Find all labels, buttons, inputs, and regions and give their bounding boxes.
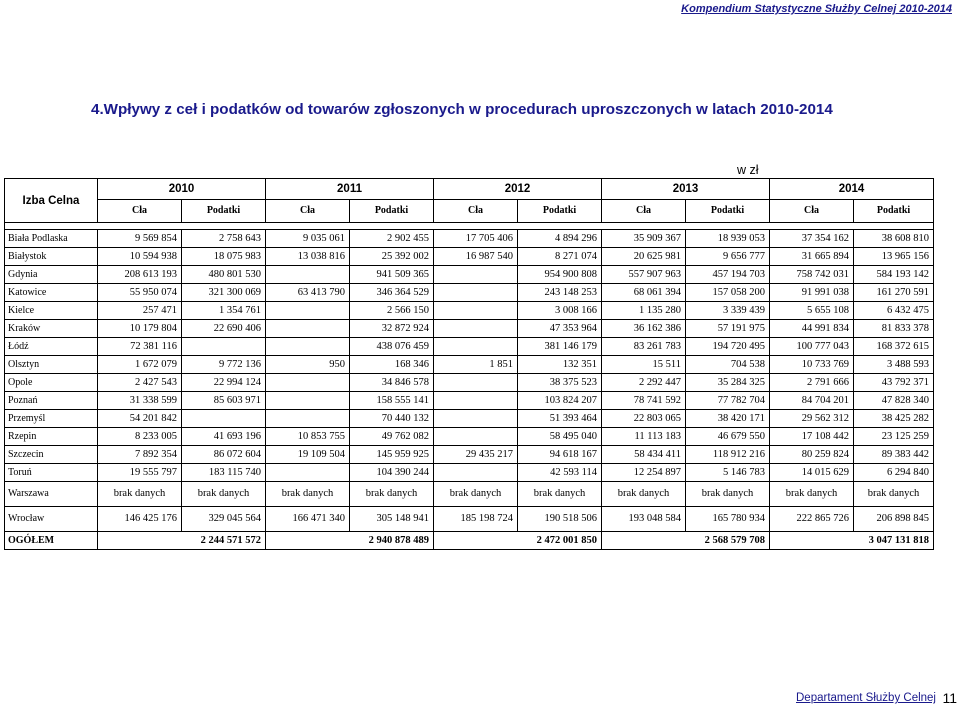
sub-header-cla: Cła — [602, 200, 686, 223]
total-value: 2 940 878 489 — [266, 532, 434, 550]
value-cell: 438 076 459 — [350, 338, 434, 356]
value-cell — [434, 374, 518, 392]
table-row — [5, 410, 934, 428]
value-cell: brak danych — [602, 482, 686, 507]
value-cell: 2 292 447 — [602, 374, 686, 392]
sub-header-podatki: Podatki — [518, 200, 602, 223]
value-cell: 9 772 136 — [182, 356, 266, 374]
value-cell: 38 608 810 — [854, 230, 934, 248]
value-cell: 6 294 840 — [854, 464, 934, 482]
value-cell: 222 865 726 — [770, 507, 854, 532]
value-cell — [434, 338, 518, 356]
value-cell: 91 991 038 — [770, 284, 854, 302]
sub-header-podatki: Podatki — [854, 200, 934, 223]
value-cell: 36 162 386 — [602, 320, 686, 338]
row-name: Szczecin — [5, 446, 98, 464]
year-header: 2012 — [434, 179, 602, 200]
value-cell: 145 959 925 — [350, 446, 434, 464]
total-label: OGÓŁEM — [5, 532, 98, 550]
value-cell: 20 625 981 — [602, 248, 686, 266]
value-cell: 758 742 031 — [770, 266, 854, 284]
value-cell: 47 828 340 — [854, 392, 934, 410]
value-cell: 329 045 564 — [182, 507, 266, 532]
value-cell: 31 665 894 — [770, 248, 854, 266]
value-cell: 8 271 074 — [518, 248, 602, 266]
value-cell: 2 566 150 — [350, 302, 434, 320]
row-name: Przemyśl — [5, 410, 98, 428]
sub-header-cla: Cła — [434, 200, 518, 223]
customs-revenue-table — [4, 178, 934, 550]
value-cell: 85 603 971 — [182, 392, 266, 410]
row-name: Kraków — [5, 320, 98, 338]
value-cell: 10 179 804 — [98, 320, 182, 338]
value-cell: 2 902 455 — [350, 230, 434, 248]
footer-department: Departament Służby Celnej — [796, 692, 936, 704]
value-cell: 29 435 217 — [434, 446, 518, 464]
value-cell — [434, 464, 518, 482]
value-cell: 84 704 201 — [770, 392, 854, 410]
value-cell: 183 115 740 — [182, 464, 266, 482]
value-cell: 23 125 259 — [854, 428, 934, 446]
year-header: 2013 — [602, 179, 770, 200]
sub-header-podatki: Podatki — [182, 200, 266, 223]
value-cell: 9 035 061 — [266, 230, 350, 248]
value-cell: 10 594 938 — [98, 248, 182, 266]
value-cell: 35 909 367 — [602, 230, 686, 248]
value-cell: 457 194 703 — [686, 266, 770, 284]
sub-header-cla: Cła — [770, 200, 854, 223]
value-cell — [266, 266, 350, 284]
value-cell: 557 907 963 — [602, 266, 686, 284]
value-cell: brak danych — [686, 482, 770, 507]
value-cell: 2 791 666 — [770, 374, 854, 392]
row-name: Biała Podlaska — [5, 230, 98, 248]
row-name: Łódź — [5, 338, 98, 356]
value-cell: 704 538 — [686, 356, 770, 374]
value-cell: 8 233 005 — [98, 428, 182, 446]
value-cell: 58 495 040 — [518, 428, 602, 446]
value-cell: 49 762 082 — [350, 428, 434, 446]
row-name: Wrocław — [5, 507, 98, 532]
value-cell: 41 693 196 — [182, 428, 266, 446]
value-cell: 257 471 — [98, 302, 182, 320]
value-cell: brak danych — [350, 482, 434, 507]
value-cell: 132 351 — [518, 356, 602, 374]
value-cell: 44 991 834 — [770, 320, 854, 338]
value-cell: 78 741 592 — [602, 392, 686, 410]
row-name: Olsztyn — [5, 356, 98, 374]
value-cell — [434, 302, 518, 320]
corner-header: Izba Celna — [5, 179, 98, 223]
row-name: Katowice — [5, 284, 98, 302]
value-cell: 38 375 523 — [518, 374, 602, 392]
value-cell: 12 254 897 — [602, 464, 686, 482]
value-cell — [266, 374, 350, 392]
table-row — [5, 248, 934, 266]
sub-header-row — [5, 200, 934, 223]
value-cell: 206 898 845 — [854, 507, 934, 532]
value-cell: 47 353 964 — [518, 320, 602, 338]
year-header: 2010 — [98, 179, 266, 200]
value-cell — [434, 428, 518, 446]
value-cell: 63 413 790 — [266, 284, 350, 302]
value-cell: 46 679 550 — [686, 428, 770, 446]
value-cell: 193 048 584 — [602, 507, 686, 532]
row-name: Toruń — [5, 464, 98, 482]
value-cell: 2 758 643 — [182, 230, 266, 248]
value-cell: brak danych — [854, 482, 934, 507]
value-cell: 15 511 — [602, 356, 686, 374]
value-cell: 168 372 615 — [854, 338, 934, 356]
value-cell: 80 259 824 — [770, 446, 854, 464]
value-cell: 17 705 406 — [434, 230, 518, 248]
table-row — [5, 464, 934, 482]
value-cell: 208 613 193 — [98, 266, 182, 284]
value-cell — [434, 284, 518, 302]
value-cell: 4 894 296 — [518, 230, 602, 248]
row-name: Poznań — [5, 392, 98, 410]
value-cell: 11 113 183 — [602, 428, 686, 446]
value-cell: 305 148 941 — [350, 507, 434, 532]
value-cell: 1 672 079 — [98, 356, 182, 374]
value-cell: brak danych — [182, 482, 266, 507]
value-cell: 72 381 116 — [98, 338, 182, 356]
value-cell: 83 261 783 — [602, 338, 686, 356]
value-cell: 118 912 216 — [686, 446, 770, 464]
value-cell: 31 338 599 — [98, 392, 182, 410]
value-cell: 346 364 529 — [350, 284, 434, 302]
value-cell: 42 593 114 — [518, 464, 602, 482]
value-cell — [434, 392, 518, 410]
page-title: 4.Wpływy z ceł i podatków od towarów zgłoszonych w procedurach uproszczonych w latach 2010-2014 — [91, 101, 833, 118]
value-cell: 7 892 354 — [98, 446, 182, 464]
value-cell: 86 072 604 — [182, 446, 266, 464]
value-cell: 165 780 934 — [686, 507, 770, 532]
value-cell: 89 383 442 — [854, 446, 934, 464]
value-cell: 1 135 280 — [602, 302, 686, 320]
value-cell: 43 792 371 — [854, 374, 934, 392]
value-cell: 5 146 783 — [686, 464, 770, 482]
table-row — [5, 507, 934, 532]
value-cell: 18 075 983 — [182, 248, 266, 266]
value-cell: 321 300 069 — [182, 284, 266, 302]
value-cell: 381 146 179 — [518, 338, 602, 356]
table-row — [5, 482, 934, 507]
sub-header-podatki: Podatki — [686, 200, 770, 223]
value-cell: 17 108 442 — [770, 428, 854, 446]
value-cell: 68 061 394 — [602, 284, 686, 302]
row-name: Opole — [5, 374, 98, 392]
value-cell: 81 833 378 — [854, 320, 934, 338]
sub-header-cla: Cła — [266, 200, 350, 223]
value-cell: 22 803 065 — [602, 410, 686, 428]
value-cell — [266, 392, 350, 410]
value-cell: 146 425 176 — [98, 507, 182, 532]
value-cell: 941 509 365 — [350, 266, 434, 284]
value-cell: 16 987 540 — [434, 248, 518, 266]
value-cell: 103 824 207 — [518, 392, 602, 410]
unit-label: w zł — [737, 163, 759, 177]
value-cell: 38 420 171 — [686, 410, 770, 428]
value-cell — [182, 338, 266, 356]
value-cell: 19 555 797 — [98, 464, 182, 482]
value-cell: 38 425 282 — [854, 410, 934, 428]
value-cell — [266, 302, 350, 320]
value-cell: 9 569 854 — [98, 230, 182, 248]
value-cell: brak danych — [434, 482, 518, 507]
value-cell: 22 690 406 — [182, 320, 266, 338]
year-header: 2014 — [770, 179, 934, 200]
total-value: 2 568 579 708 — [602, 532, 770, 550]
value-cell — [266, 320, 350, 338]
year-header: 2011 — [266, 179, 434, 200]
value-cell — [266, 464, 350, 482]
value-cell: 13 038 816 — [266, 248, 350, 266]
value-cell: 58 434 411 — [602, 446, 686, 464]
value-cell — [182, 410, 266, 428]
value-cell: 57 191 975 — [686, 320, 770, 338]
table-row — [5, 356, 934, 374]
total-row — [5, 532, 934, 550]
header-title: Kompendium Statystyczne Służby Celnej 2010-2014 — [681, 3, 952, 15]
table-row — [5, 230, 934, 248]
value-cell: 29 562 312 — [770, 410, 854, 428]
value-cell: 168 346 — [350, 356, 434, 374]
value-cell: 480 801 530 — [182, 266, 266, 284]
sub-header-cla: Cła — [98, 200, 182, 223]
row-name: Warszawa — [5, 482, 98, 507]
value-cell: 1 354 761 — [182, 302, 266, 320]
value-cell: 51 393 464 — [518, 410, 602, 428]
table-row — [5, 338, 934, 356]
total-value: 2 244 571 572 — [98, 532, 266, 550]
table-row — [5, 374, 934, 392]
value-cell: 950 — [266, 356, 350, 374]
value-cell: 954 900 808 — [518, 266, 602, 284]
value-cell: 19 109 504 — [266, 446, 350, 464]
row-name: Gdynia — [5, 266, 98, 284]
value-cell: 6 432 475 — [854, 302, 934, 320]
row-name: Rzepin — [5, 428, 98, 446]
value-cell: 157 058 200 — [686, 284, 770, 302]
value-cell: 3 488 593 — [854, 356, 934, 374]
value-cell: 161 270 591 — [854, 284, 934, 302]
table-row — [5, 428, 934, 446]
value-cell: brak danych — [98, 482, 182, 507]
value-cell: 35 284 325 — [686, 374, 770, 392]
value-cell: 94 618 167 — [518, 446, 602, 464]
value-cell: 158 555 141 — [350, 392, 434, 410]
value-cell: brak danych — [518, 482, 602, 507]
value-cell: 5 655 108 — [770, 302, 854, 320]
value-cell: 70 440 132 — [350, 410, 434, 428]
value-cell: 77 782 704 — [686, 392, 770, 410]
value-cell: 14 015 629 — [770, 464, 854, 482]
sub-header-podatki: Podatki — [350, 200, 434, 223]
row-name: Kielce — [5, 302, 98, 320]
value-cell: 104 390 244 — [350, 464, 434, 482]
value-cell: 185 198 724 — [434, 507, 518, 532]
total-value: 2 472 001 850 — [434, 532, 602, 550]
value-cell: 32 872 924 — [350, 320, 434, 338]
value-cell: 3 339 439 — [686, 302, 770, 320]
value-cell: 10 733 769 — [770, 356, 854, 374]
value-cell — [434, 410, 518, 428]
value-cell: 37 354 162 — [770, 230, 854, 248]
table-row — [5, 446, 934, 464]
value-cell: 13 965 156 — [854, 248, 934, 266]
table-row — [5, 320, 934, 338]
total-value: 3 047 131 818 — [770, 532, 934, 550]
value-cell: 34 846 578 — [350, 374, 434, 392]
table-row — [5, 266, 934, 284]
value-cell — [434, 320, 518, 338]
value-cell: 22 994 124 — [182, 374, 266, 392]
value-cell: 243 148 253 — [518, 284, 602, 302]
value-cell: 10 853 755 — [266, 428, 350, 446]
year-header-row — [5, 179, 934, 200]
value-cell: brak danych — [770, 482, 854, 507]
page-number: 11 — [942, 690, 957, 706]
value-cell — [434, 266, 518, 284]
value-cell: 55 950 074 — [98, 284, 182, 302]
value-cell: 584 193 142 — [854, 266, 934, 284]
value-cell: 1 851 — [434, 356, 518, 374]
table-row — [5, 302, 934, 320]
value-cell: 190 518 506 — [518, 507, 602, 532]
value-cell: 25 392 002 — [350, 248, 434, 266]
value-cell — [266, 338, 350, 356]
value-cell: 54 201 842 — [98, 410, 182, 428]
value-cell — [266, 410, 350, 428]
value-cell: 2 427 543 — [98, 374, 182, 392]
row-name: Białystok — [5, 248, 98, 266]
value-cell: 194 720 495 — [686, 338, 770, 356]
table-row — [5, 392, 934, 410]
table-row — [5, 284, 934, 302]
value-cell: 166 471 340 — [266, 507, 350, 532]
value-cell: 18 939 053 — [686, 230, 770, 248]
value-cell: 9 656 777 — [686, 248, 770, 266]
value-cell: brak danych — [266, 482, 350, 507]
value-cell: 100 777 043 — [770, 338, 854, 356]
spacer-row — [5, 223, 934, 230]
value-cell: 3 008 166 — [518, 302, 602, 320]
